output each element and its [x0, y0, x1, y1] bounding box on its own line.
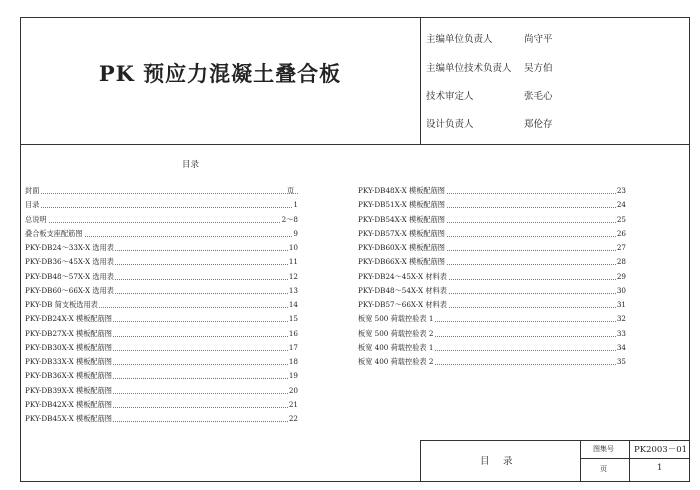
toc-entry-title: 板宽 500 荷载控验表 2: [358, 327, 434, 341]
signature-name: 尚守平: [524, 34, 553, 45]
page-number: 1: [657, 463, 663, 473]
toc-entry-title: PKY-DB51X-X 模板配筋图: [358, 198, 446, 212]
toc-entry: [25, 398, 298, 412]
toc-entry: [358, 355, 626, 369]
toc-heading: 目录: [182, 160, 200, 170]
toc-entry-page: 11: [288, 255, 298, 269]
toc-entry: [358, 298, 626, 312]
toc-entry: [25, 369, 298, 383]
toc-entry-title: 目录: [25, 198, 40, 212]
toc-entry-title: 板宽 400 荷载控验表 2: [358, 355, 434, 369]
toc-entry: [358, 284, 626, 298]
toc-entry: [25, 184, 298, 198]
toc-entry-title: PKY-DB48～57X-X 选用表: [25, 270, 115, 284]
title-block-divider: [629, 440, 630, 482]
toc-entry: [358, 184, 626, 198]
toc-entry-title: PKY-DB60～66X-X 选用表: [25, 284, 115, 298]
toc-entry-title: PKY-DB57X-X 模板配筋图: [358, 227, 446, 241]
toc-entry-title: PKY-DB36～45X-X 选用表: [25, 255, 115, 269]
signature-name: 张毛心: [524, 91, 553, 102]
toc-entry-page: 10: [288, 241, 298, 255]
toc-entry: [358, 327, 626, 341]
toc-entry-title: PKY-DB24～33X-X 选用表: [25, 241, 115, 255]
signature-name: 吴方伯: [524, 63, 553, 74]
toc-entry-page: 16: [288, 327, 298, 341]
toc-entry: [358, 312, 626, 326]
toc-entry: [25, 255, 298, 269]
toc-entry-title: PKY-DB27X-X 模板配筋图: [25, 327, 113, 341]
toc-entry-page: 32: [616, 312, 626, 326]
toc-entry-title: PKY-DB66X-X 模板配筋图: [358, 255, 446, 269]
signature-role: 主编单位负责人: [426, 34, 493, 45]
toc-entry-title: PKY-DB24X-X 模板配筋图: [25, 312, 113, 326]
drawing-title: PK 预应力混凝土叠合板: [98, 61, 342, 86]
toc-entry-title: PKY-DB39X-X 模板配筋图: [25, 384, 113, 398]
toc-entry-title: PKY-DB36X-X 模板配筋图: [25, 369, 113, 383]
title-block-mid-rule: [580, 458, 690, 459]
signature-role: 设计负责人: [426, 119, 474, 130]
toc-entry-page: 14: [288, 298, 298, 312]
toc-entry-title: PKY-DB30X-X 模板配筋图: [25, 341, 113, 355]
toc-entry-page: 22: [288, 412, 298, 426]
header-divider: [420, 17, 421, 144]
toc-entry-title: 封面: [25, 184, 40, 198]
toc-leader-dots: [25, 207, 298, 208]
toc-entry-page: 13: [288, 284, 298, 298]
toc-entry-page: 20: [288, 384, 298, 398]
toc-entry-title: PKY-DB33X-X 模板配筋图: [25, 355, 113, 369]
toc-entry-title: PKY-DB45X-X 模板配筋图: [25, 412, 113, 426]
toc-entry: [358, 241, 626, 255]
toc-leader-dots: [25, 222, 298, 223]
toc-entry: [358, 213, 626, 227]
toc-leader-dots: [25, 193, 298, 194]
atlas-number: PK2003－01: [634, 445, 688, 455]
toc-entry: [25, 241, 298, 255]
atlas-number-label: 图集号: [593, 445, 614, 453]
signature-name: 郑伦存: [524, 119, 553, 130]
toc-entry: [358, 227, 626, 241]
toc-entry: [25, 227, 298, 241]
toc-entry: [25, 412, 298, 426]
toc-entry: [25, 284, 298, 298]
toc-entry-page: 17: [288, 341, 298, 355]
toc-entry-title: 板宽 400 荷载控验表 1: [358, 341, 434, 355]
toc-entry-page: 26: [616, 227, 626, 241]
toc-entry: [358, 270, 626, 284]
toc-entry-title: PKY-DB48X-X 模板配筋图: [358, 184, 446, 198]
toc-entry-page: 28: [616, 255, 626, 269]
toc-entry-page: 34: [616, 341, 626, 355]
toc-entry-title: 叠合板支座配筋图: [25, 227, 84, 241]
toc-entry: [25, 270, 298, 284]
toc-entry-page: 33: [616, 327, 626, 341]
toc-entry: [25, 198, 298, 212]
toc-entry-title: 总说明: [25, 213, 48, 227]
toc-entry: [25, 298, 298, 312]
signature-role: 主编单位技术负责人: [426, 63, 512, 74]
toc-entry: [25, 327, 298, 341]
toc-entry-title: 板宽 500 荷载控验表 1: [358, 312, 434, 326]
toc-entry-page: 24: [616, 198, 626, 212]
title-block-left-rule: [420, 440, 421, 482]
toc-entry: [25, 341, 298, 355]
toc-entry-page: 1: [292, 198, 298, 212]
page-label: 页: [600, 465, 607, 473]
toc-entry-page: 18: [288, 355, 298, 369]
toc-right-column: [358, 184, 626, 369]
toc-entry: [25, 355, 298, 369]
toc-entry-page: 30: [616, 284, 626, 298]
toc-entry: [358, 198, 626, 212]
toc-entry-page: 27: [616, 241, 626, 255]
toc-entry-title: PKY-DB 简支板选用表: [25, 298, 99, 312]
title-block-divider: [580, 440, 581, 482]
title-block-name: 目 录: [480, 456, 515, 467]
toc-entry-title: PKY-DB54X-X 模板配筋图: [358, 213, 446, 227]
toc-entry-page: 25: [616, 213, 626, 227]
toc-entry-title: PKY-DB57～66X-X 材料表: [358, 298, 448, 312]
signature-role: 技术审定人: [426, 91, 474, 102]
toc-entry-page: 35: [616, 355, 626, 369]
toc-entry-page: 29: [616, 270, 626, 284]
toc-entry-page: 23: [616, 184, 626, 198]
toc-entry: [25, 384, 298, 398]
toc-entry-title: PKY-DB60X-X 模板配筋图: [358, 241, 446, 255]
toc-entry-page: 21: [288, 398, 298, 412]
toc-entry-page: 31: [616, 298, 626, 312]
toc-entry: [25, 213, 298, 227]
toc-entry: [25, 312, 298, 326]
toc-entry-title: PKY-DB24～45X-X 材料表: [358, 270, 448, 284]
toc-entry-page: 12: [288, 270, 298, 284]
title-block-top-rule: [420, 440, 690, 441]
toc-entry-title: PKY-DB48～54X-X 材料表: [358, 284, 448, 298]
toc-entry-page: 9: [292, 227, 298, 241]
toc-entry: [358, 341, 626, 355]
toc-left-column: [25, 184, 298, 426]
toc-entry-page: 2～8: [281, 213, 298, 227]
toc-page-header: 页: [287, 186, 295, 195]
toc-entry: [358, 255, 626, 269]
header-bottom-rule: [20, 144, 690, 145]
toc-entry-title: PKY-DB42X-X 模板配筋图: [25, 398, 113, 412]
toc-entry-page: 15: [288, 312, 298, 326]
toc-entry-page: 19: [288, 369, 298, 383]
